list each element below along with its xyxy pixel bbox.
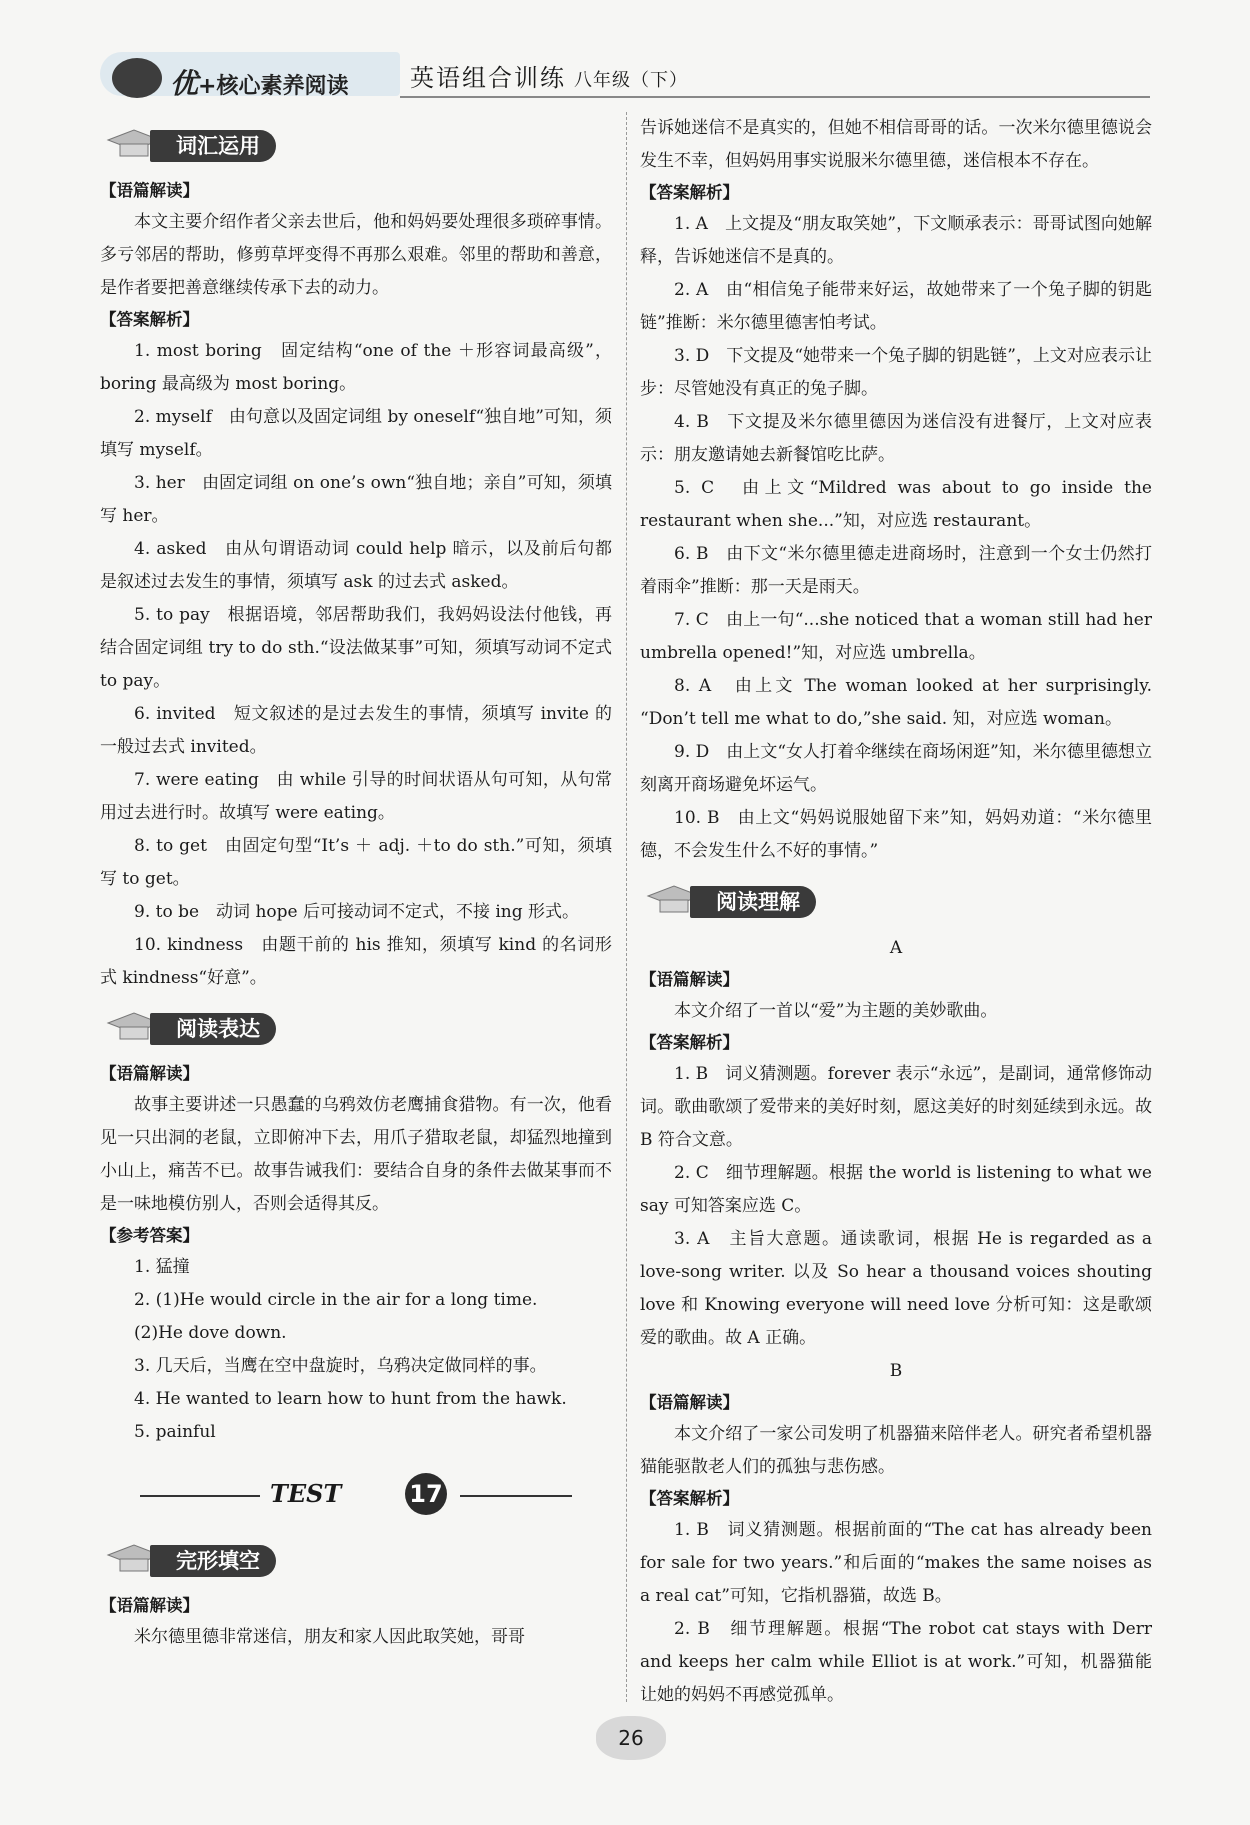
answer-item: 2. C 细节理解题。根据 the world is listening to what we say 可知答案应选 C。 [640, 1163, 1152, 1216]
passage-summary: 本文主要介绍作者父亲去世后，他和妈妈要处理很多琐碎事情。多亏邻居的帮助，修剪草坪变得不再那么艰难。邻里的帮助和善意，是作者要把善意继续传承下去的动力。 [100, 212, 612, 298]
answer-item: 1. most boring 固定结构“one of the ＋形容词最高级”，boring 最高级为 most boring。 [100, 341, 612, 394]
section-label: 【语篇解读】 [640, 1393, 739, 1412]
section-label: 【答案解析】 [640, 183, 739, 202]
answer-item: 7. C 由上一句“...she noticed that a woman still had her umbrella opened!”知，对应选 umbrella。 [640, 610, 1152, 663]
page-header [100, 48, 1150, 100]
answer-item: 1. 猛撞 [134, 1257, 190, 1277]
answer-item: 4. B 下文提及米尔德里德因为迷信没有进餐厅，上文对应表示：朋友邀请她去新餐馆吃比萨。 [640, 412, 1152, 465]
test-label: TEST [270, 1479, 342, 1508]
left-column [100, 112, 612, 1654]
answer-item: 8. to get 由固定句型“It’s ＋ adj. ＋to do sth.”可知，须填写 to get。 [100, 836, 612, 889]
passage-summary: 本文介绍了一家公司发明了机器猫来陪伴老人。研究者希望机器猫能驱散老人们的孤独与悲伤感。 [640, 1424, 1152, 1477]
answer-item: (2)He dove down. [134, 1323, 287, 1343]
grade-label: 八年级（下） [574, 70, 688, 91]
series-title: 优+核心素养阅读 [170, 67, 349, 100]
answer-item: 2. A 由“相信兔子能带来好运，故她带来了一个兔子脚的钥匙链”推断：米尔德里德害怕考试。 [640, 280, 1152, 333]
answer-item: 6. B 由下文“米尔德里德走进商场时，注意到一个女士仍然打着雨伞”推断：那一天是雨天。 [640, 544, 1152, 597]
answer-item: 3. 几天后，当鹰在空中盘旋时，乌鸦决定做同样的事。 [134, 1356, 547, 1376]
answer-item: 9. D 由上文“女人打着伞继续在商场闲逛”知，米尔德里德想立刻离开商场避免坏运气。 [640, 742, 1152, 795]
answer-item: 3. A 主旨大意题。通读歌词，根据 He is regarded as a love-song writer. 以及 So hear a thousand voices shouting love 和 Knowing everyone will need love 分析可知：这是歌颂爱的歌曲。故 A 正确。 [640, 1229, 1152, 1348]
header-logo-band [100, 52, 400, 100]
answer-item: 7. were eating 由 while 引导的时间状语从句可知，从句常用过去进行时。故填写 were eating。 [100, 770, 612, 823]
part-heading-a: A [889, 938, 903, 958]
section-title: 词汇运用 [150, 130, 276, 162]
answer-item: 1. B 词义猜测题。forever 表示“永远”，是副词，通常修饰动词。歌曲歌颂了爱带来的美好时刻，愿这美好的时刻延续到永远。故 B 符合文意。 [640, 1064, 1152, 1150]
answer-item: 5. to pay 根据语境，邻居帮助我们，我妈妈设法付他钱，再结合固定词组 try to do sth.“设法做某事”可知，须填写动词不定式 to pay。 [100, 605, 612, 691]
answer-item: 4. He wanted to learn how to hunt from the hawk. [134, 1389, 567, 1409]
answer-item: 1. A 上文提及“朋友取笑她”，下文顺承表示：哥哥试图向她解释，告诉她迷信不是真的。 [640, 214, 1152, 267]
section-label: 【语篇解读】 [100, 181, 199, 200]
banner-rule [460, 1495, 572, 1497]
section-header-reading-expression [100, 1003, 612, 1053]
passage-summary: 米尔德里德非常迷信，朋友和家人因此取笑她，哥哥 [134, 1627, 525, 1647]
section-title: 阅读理解 [690, 886, 816, 918]
section-header-vocabulary [100, 120, 612, 170]
answer-item: 5. C 由上文“Mildred was about to go inside the restaurant when she...”知，对应选 restaurant。 [640, 478, 1152, 531]
answer-item: 2. myself 由句意以及固定词组 by oneself“独自地”可知，须填写 myself。 [100, 407, 612, 460]
book-logo-icon [112, 58, 162, 98]
answer-item: 5. painful [134, 1422, 216, 1442]
section-label: 【参考答案】 [100, 1226, 199, 1245]
section-title: 阅读表达 [150, 1013, 276, 1045]
answer-item: 10. kindness 由题干前的 his 推知，须填写 kind 的名词形式 kindness“好意”。 [100, 935, 612, 988]
answer-item: 1. B 词义猜测题。根据前面的“The cat has already been for sale for two years.”和后面的“makes the same noises as a real cat”可知，它指机器猫，故选 B。 [640, 1520, 1152, 1606]
answer-item: 3. D 下文提及“她带来一个兔子脚的钥匙链”，上文对应表示让步：尽管她没有真正的兔子脚。 [640, 346, 1152, 399]
banner-rule [140, 1495, 260, 1497]
answer-item: 2. B 细节理解题。根据“The robot cat stays with Derr and keeps her calm while Elliot is at work.”可知，机器猫能让她的妈妈不再感觉孤单。 [640, 1619, 1152, 1705]
page-number: 26 [596, 1716, 666, 1760]
section-header-cloze [100, 1535, 612, 1585]
section-label: 【语篇解读】 [640, 970, 739, 989]
answer-item: 4. asked 由从句谓语动词 could help 暗示，以及前后句都是叙述过去发生的事情，须填写 ask 的过去式 asked。 [100, 539, 612, 592]
book-title: 英语组合训练 八年级（下） [410, 64, 688, 92]
answer-item: 6. invited 短文叙述的是过去发生的事情，须填写 invite 的一般过去式 invited。 [100, 704, 612, 757]
section-header-reading-comprehension [640, 876, 1152, 926]
part-heading-b: B [889, 1361, 903, 1381]
right-column [640, 112, 1152, 1712]
passage-summary: 本文介绍了一首以“爱”为主题的美妙歌曲。 [674, 1001, 998, 1021]
answer-item: 2. (1)He would circle in the air for a long time. [134, 1290, 538, 1310]
section-label: 【答案解析】 [100, 310, 199, 329]
section-label: 【语篇解读】 [100, 1596, 199, 1615]
test-number-badge: 17 [405, 1473, 447, 1515]
answer-item: 9. to be 动词 hope 后可接动词不定式，不接 ing 形式。 [134, 902, 580, 922]
test-banner [100, 1469, 612, 1525]
passage-summary-continued: 告诉她迷信不是真实的，但她不相信哥哥的话。一次米尔德里德说会发生不幸，但妈妈用事实说服米尔德里德，迷信根本不存在。 [640, 118, 1152, 171]
column-divider [626, 112, 628, 1702]
section-label: 【答案解析】 [640, 1489, 739, 1508]
answer-item: 3. her 由固定词组 on one’s own“独自地；亲自”可知，须填写 her。 [100, 473, 612, 526]
passage-summary: 故事主要讲述一只愚蠢的乌鸦效仿老鹰捕食猎物。有一次，他看见一只出洞的老鼠，立即俯冲下去，用爪子猎取老鼠，却猛烈地撞到小山上，痛苦不已。故事告诫我们：要结合自身的条件去做某事而不是一味地模仿别人，否则会适得其反。 [100, 1095, 612, 1214]
section-label: 【答案解析】 [640, 1033, 739, 1052]
section-label: 【语篇解读】 [100, 1064, 199, 1083]
section-title: 完形填空 [150, 1545, 276, 1577]
answer-item: 10. B 由上文“妈妈说服她留下来”知，妈妈劝道：“米尔德里德，不会发生什么不好的事情。” [640, 808, 1152, 861]
header-rule [400, 96, 1150, 98]
answer-item: 8. A 由上文 The woman looked at her surprisingly. “Don’t tell me what to do,”she said. 知，对应选 woman。 [640, 676, 1152, 729]
